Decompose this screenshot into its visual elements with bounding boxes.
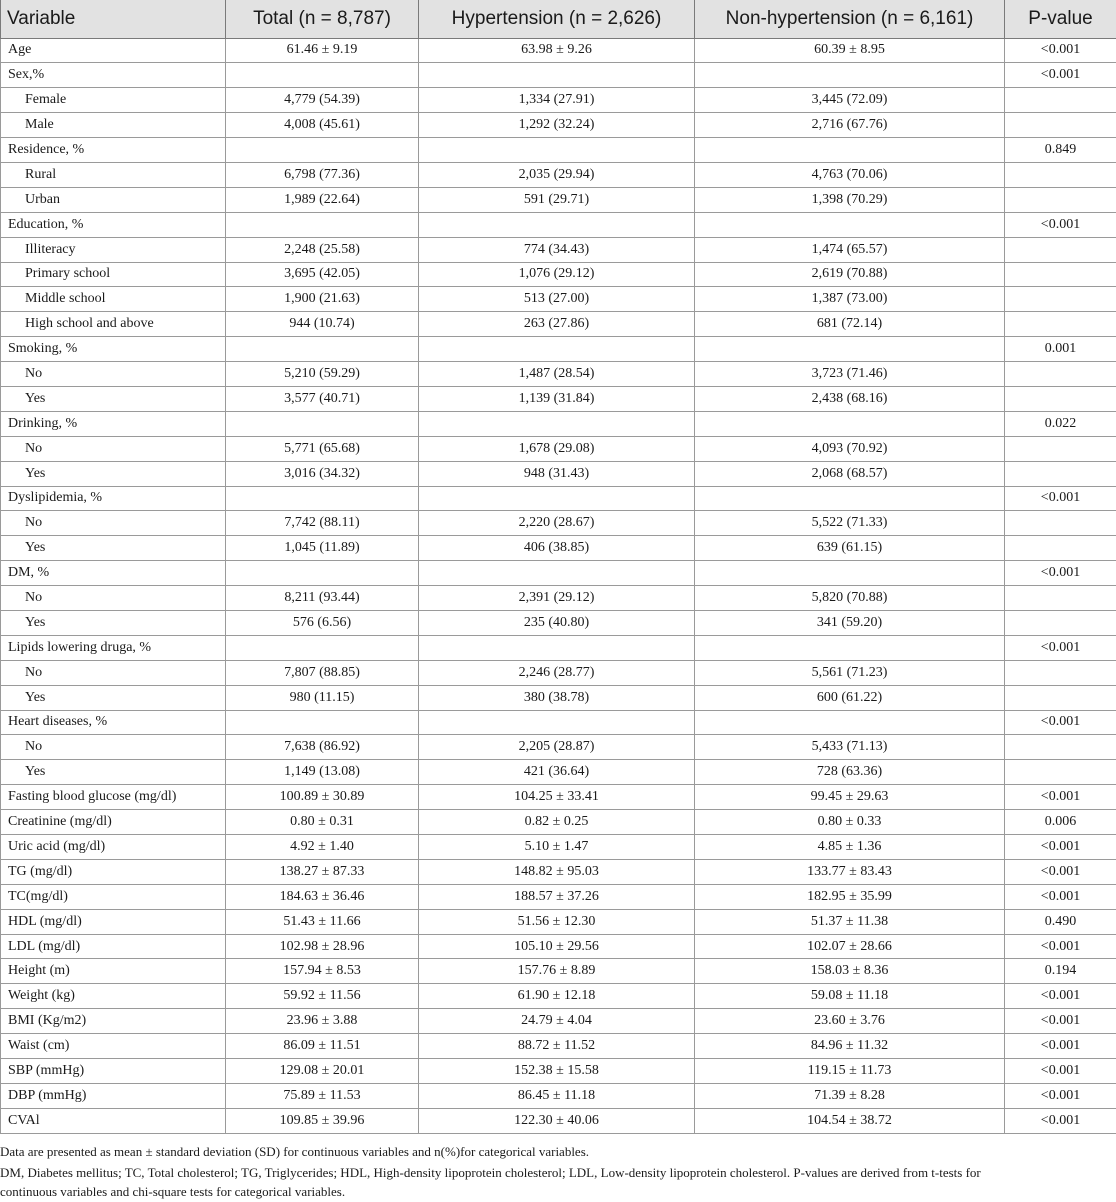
cell-p-value: <0.001 — [1005, 63, 1116, 88]
footnote-2: DM, Diabetes mellitus; TC, Total cholesterol; TG, Triglycerides; HDL, High-density lipoprotein cholesterol; LDL, Low-density lipoprotein cholesterol. P-values are derived from t-tests for — [0, 1165, 981, 1180]
cell-non-hypertension: 3,445 (72.09) — [695, 88, 1005, 113]
cell-p-value: <0.001 — [1005, 710, 1116, 735]
table-row — [1, 63, 1116, 88]
cell-total: 3,577 (40.71) — [226, 386, 419, 411]
row-label: No — [1, 436, 226, 461]
cell-non-hypertension: 600 (61.22) — [695, 685, 1005, 710]
cell-hypertension: 5.10 ± 1.47 — [419, 835, 695, 860]
table-row — [1, 810, 1116, 835]
cell-hypertension: 157.76 ± 8.89 — [419, 959, 695, 984]
cell-p-value — [1005, 760, 1116, 785]
cell-total: 8,211 (93.44) — [226, 586, 419, 611]
cell-p-value — [1005, 113, 1116, 138]
cell-p-value: 0.849 — [1005, 138, 1116, 163]
row-label: Heart diseases, % — [1, 710, 226, 735]
cell-non-hypertension: 1,387 (73.00) — [695, 287, 1005, 312]
table-row — [1, 586, 1116, 611]
cell-total: 6,798 (77.36) — [226, 162, 419, 187]
cell-hypertension: 122.30 ± 40.06 — [419, 1108, 695, 1133]
cell-hypertension — [419, 635, 695, 660]
row-label: HDL (mg/dl) — [1, 909, 226, 934]
cell-total: 3,695 (42.05) — [226, 262, 419, 287]
cell-p-value: 0.490 — [1005, 909, 1116, 934]
row-label: BMI (Kg/m2) — [1, 1009, 226, 1034]
cell-p-value: <0.001 — [1005, 1059, 1116, 1084]
cell-non-hypertension — [695, 710, 1005, 735]
cell-hypertension: 263 (27.86) — [419, 312, 695, 337]
cell-hypertension — [419, 138, 695, 163]
cell-total — [226, 561, 419, 586]
cell-total: 4,779 (54.39) — [226, 88, 419, 113]
cell-non-hypertension: 59.08 ± 11.18 — [695, 984, 1005, 1009]
row-label: Waist (cm) — [1, 1034, 226, 1059]
cell-total — [226, 337, 419, 362]
table-row — [1, 710, 1116, 735]
cell-total — [226, 635, 419, 660]
table-row — [1, 660, 1116, 685]
cell-p-value — [1005, 362, 1116, 387]
cell-p-value — [1005, 187, 1116, 212]
footnote-1: Data are presented as mean ± standard deviation (SD) for continuous variables and n(%)for categorical variables. — [0, 1144, 590, 1159]
cell-p-value — [1005, 586, 1116, 611]
table-row — [1, 38, 1116, 63]
row-label: TG (mg/dl) — [1, 859, 226, 884]
cell-hypertension — [419, 337, 695, 362]
cell-total: 129.08 ± 20.01 — [226, 1059, 419, 1084]
cell-non-hypertension: 1,398 (70.29) — [695, 187, 1005, 212]
cell-hypertension: 2,391 (29.12) — [419, 586, 695, 611]
cell-hypertension: 774 (34.43) — [419, 237, 695, 262]
table-row — [1, 138, 1116, 163]
cell-non-hypertension — [695, 337, 1005, 362]
row-label: Smoking, % — [1, 337, 226, 362]
row-label: Yes — [1, 386, 226, 411]
row-label: High school and above — [1, 312, 226, 337]
cell-p-value: <0.001 — [1005, 984, 1116, 1009]
cell-hypertension: 1,487 (28.54) — [419, 362, 695, 387]
cell-p-value — [1005, 610, 1116, 635]
cell-hypertension: 948 (31.43) — [419, 461, 695, 486]
table-row — [1, 959, 1116, 984]
cell-hypertension: 1,678 (29.08) — [419, 436, 695, 461]
cell-total: 138.27 ± 87.33 — [226, 859, 419, 884]
row-label: TC(mg/dl) — [1, 884, 226, 909]
cell-hypertension: 513 (27.00) — [419, 287, 695, 312]
cell-p-value — [1005, 162, 1116, 187]
table-row — [1, 287, 1116, 312]
cell-non-hypertension: 158.03 ± 8.36 — [695, 959, 1005, 984]
cell-total: 944 (10.74) — [226, 312, 419, 337]
table-row — [1, 162, 1116, 187]
cell-total: 7,638 (86.92) — [226, 735, 419, 760]
cell-total: 4.92 ± 1.40 — [226, 835, 419, 860]
table-row — [1, 635, 1116, 660]
cell-total — [226, 710, 419, 735]
cell-p-value: <0.001 — [1005, 1108, 1116, 1133]
table-row — [1, 212, 1116, 237]
cell-non-hypertension: 2,716 (67.76) — [695, 113, 1005, 138]
cell-p-value: <0.001 — [1005, 1083, 1116, 1108]
cell-hypertension — [419, 710, 695, 735]
table-row — [1, 411, 1116, 436]
cell-non-hypertension: 133.77 ± 83.43 — [695, 859, 1005, 884]
cell-total: 1,149 (13.08) — [226, 760, 419, 785]
cell-non-hypertension: 0.80 ± 0.33 — [695, 810, 1005, 835]
cell-p-value: <0.001 — [1005, 785, 1116, 810]
row-label: Age — [1, 38, 226, 63]
table-row — [1, 610, 1116, 635]
cell-p-value: <0.001 — [1005, 486, 1116, 511]
row-label: No — [1, 660, 226, 685]
cell-total: 75.89 ± 11.53 — [226, 1083, 419, 1108]
cell-p-value: <0.001 — [1005, 835, 1116, 860]
cell-non-hypertension: 60.39 ± 8.95 — [695, 38, 1005, 63]
table-row — [1, 685, 1116, 710]
cell-hypertension: 88.72 ± 11.52 — [419, 1034, 695, 1059]
cell-total — [226, 212, 419, 237]
row-label: Drinking, % — [1, 411, 226, 436]
row-label: Yes — [1, 760, 226, 785]
row-label: Fasting blood glucose (mg/dl) — [1, 785, 226, 810]
cell-p-value — [1005, 237, 1116, 262]
cell-p-value: 0.006 — [1005, 810, 1116, 835]
table-row — [1, 511, 1116, 536]
cell-total: 0.80 ± 0.31 — [226, 810, 419, 835]
cell-p-value — [1005, 660, 1116, 685]
table-row — [1, 760, 1116, 785]
table-row — [1, 785, 1116, 810]
row-label: CVAl — [1, 1108, 226, 1133]
cell-non-hypertension: 5,561 (71.23) — [695, 660, 1005, 685]
cell-p-value — [1005, 536, 1116, 561]
cell-non-hypertension: 119.15 ± 11.73 — [695, 1059, 1005, 1084]
cell-total: 59.92 ± 11.56 — [226, 984, 419, 1009]
cell-hypertension: 1,334 (27.91) — [419, 88, 695, 113]
row-label: DBP (mmHg) — [1, 1083, 226, 1108]
cell-hypertension: 0.82 ± 0.25 — [419, 810, 695, 835]
row-label: Yes — [1, 685, 226, 710]
cell-total: 86.09 ± 11.51 — [226, 1034, 419, 1059]
table-row — [1, 386, 1116, 411]
cell-hypertension: 380 (38.78) — [419, 685, 695, 710]
cell-hypertension: 1,292 (32.24) — [419, 113, 695, 138]
row-label: Dyslipidemia, % — [1, 486, 226, 511]
cell-non-hypertension: 104.54 ± 38.72 — [695, 1108, 1005, 1133]
cell-p-value: <0.001 — [1005, 38, 1116, 63]
cell-total: 576 (6.56) — [226, 610, 419, 635]
cell-total: 51.43 ± 11.66 — [226, 909, 419, 934]
cell-non-hypertension: 2,619 (70.88) — [695, 262, 1005, 287]
table-row — [1, 237, 1116, 262]
cell-hypertension: 2,205 (28.87) — [419, 735, 695, 760]
cell-p-value — [1005, 735, 1116, 760]
row-label: Residence, % — [1, 138, 226, 163]
cell-p-value — [1005, 461, 1116, 486]
cell-non-hypertension: 5,522 (71.33) — [695, 511, 1005, 536]
cell-hypertension: 2,246 (28.77) — [419, 660, 695, 685]
cell-total: 61.46 ± 9.19 — [226, 38, 419, 63]
cell-non-hypertension — [695, 635, 1005, 660]
cell-p-value — [1005, 386, 1116, 411]
cell-p-value — [1005, 511, 1116, 536]
cell-hypertension: 421 (36.64) — [419, 760, 695, 785]
cell-hypertension: 235 (40.80) — [419, 610, 695, 635]
cell-total: 4,008 (45.61) — [226, 113, 419, 138]
row-label: Female — [1, 88, 226, 113]
cell-hypertension — [419, 212, 695, 237]
table-row — [1, 561, 1116, 586]
cell-total: 157.94 ± 8.53 — [226, 959, 419, 984]
cell-non-hypertension: 4.85 ± 1.36 — [695, 835, 1005, 860]
header-hypertension: Hypertension (n = 2,626) — [419, 0, 695, 38]
cell-hypertension — [419, 486, 695, 511]
cell-non-hypertension: 4,763 (70.06) — [695, 162, 1005, 187]
cell-hypertension: 591 (29.71) — [419, 187, 695, 212]
row-label: Primary school — [1, 262, 226, 287]
cell-total: 1,989 (22.64) — [226, 187, 419, 212]
row-label: Yes — [1, 610, 226, 635]
cell-hypertension: 188.57 ± 37.26 — [419, 884, 695, 909]
cell-total: 7,807 (88.85) — [226, 660, 419, 685]
table-row — [1, 835, 1116, 860]
cell-p-value — [1005, 287, 1116, 312]
row-label: No — [1, 735, 226, 760]
table-row — [1, 312, 1116, 337]
cell-p-value — [1005, 312, 1116, 337]
row-label: DM, % — [1, 561, 226, 586]
cell-total: 7,742 (88.11) — [226, 511, 419, 536]
header-variable: Variable — [1, 0, 226, 38]
cell-total: 109.85 ± 39.96 — [226, 1108, 419, 1133]
table-row — [1, 934, 1116, 959]
cell-non-hypertension — [695, 138, 1005, 163]
cell-non-hypertension: 84.96 ± 11.32 — [695, 1034, 1005, 1059]
table-row — [1, 337, 1116, 362]
row-label: SBP (mmHg) — [1, 1059, 226, 1084]
header-p-value: P-value — [1005, 0, 1116, 38]
cell-hypertension: 148.82 ± 95.03 — [419, 859, 695, 884]
cell-non-hypertension: 341 (59.20) — [695, 610, 1005, 635]
cell-total — [226, 138, 419, 163]
cell-p-value: <0.001 — [1005, 1034, 1116, 1059]
cell-non-hypertension — [695, 486, 1005, 511]
cell-p-value: 0.001 — [1005, 337, 1116, 362]
cell-non-hypertension: 71.39 ± 8.28 — [695, 1083, 1005, 1108]
table-row — [1, 735, 1116, 760]
row-label: No — [1, 362, 226, 387]
cell-hypertension: 105.10 ± 29.56 — [419, 934, 695, 959]
cell-p-value: 0.194 — [1005, 959, 1116, 984]
row-label: Illiteracy — [1, 237, 226, 262]
table-row — [1, 113, 1116, 138]
cell-non-hypertension: 728 (63.36) — [695, 760, 1005, 785]
cell-non-hypertension — [695, 561, 1005, 586]
cell-hypertension: 86.45 ± 11.18 — [419, 1083, 695, 1108]
row-label: Yes — [1, 461, 226, 486]
table-row — [1, 884, 1116, 909]
cell-total: 5,771 (65.68) — [226, 436, 419, 461]
cell-hypertension: 1,076 (29.12) — [419, 262, 695, 287]
cell-total: 100.89 ± 30.89 — [226, 785, 419, 810]
table-row — [1, 909, 1116, 934]
table-row — [1, 1034, 1116, 1059]
row-label: Weight (kg) — [1, 984, 226, 1009]
row-label: Yes — [1, 536, 226, 561]
table-row — [1, 362, 1116, 387]
cell-non-hypertension: 102.07 ± 28.66 — [695, 934, 1005, 959]
row-label: Creatinine (mg/dl) — [1, 810, 226, 835]
table-row — [1, 486, 1116, 511]
cell-p-value — [1005, 436, 1116, 461]
table-row — [1, 436, 1116, 461]
cell-total — [226, 486, 419, 511]
cell-hypertension: 2,035 (29.94) — [419, 162, 695, 187]
cell-hypertension: 24.79 ± 4.04 — [419, 1009, 695, 1034]
cell-total: 2,248 (25.58) — [226, 237, 419, 262]
cell-p-value: 0.022 — [1005, 411, 1116, 436]
cell-non-hypertension: 51.37 ± 11.38 — [695, 909, 1005, 934]
row-label: Urban — [1, 187, 226, 212]
cell-hypertension — [419, 411, 695, 436]
row-label: Male — [1, 113, 226, 138]
header-non-hypertension: Non-hypertension (n = 6,161) — [695, 0, 1005, 38]
cell-p-value — [1005, 685, 1116, 710]
cell-p-value: <0.001 — [1005, 212, 1116, 237]
cell-hypertension: 61.90 ± 12.18 — [419, 984, 695, 1009]
row-label: Sex,% — [1, 63, 226, 88]
header-row — [1, 0, 1116, 38]
table-row — [1, 859, 1116, 884]
cell-total: 5,210 (59.29) — [226, 362, 419, 387]
row-label: Middle school — [1, 287, 226, 312]
cell-non-hypertension: 2,068 (68.57) — [695, 461, 1005, 486]
table-header — [1, 0, 1116, 38]
table-row — [1, 461, 1116, 486]
cell-hypertension: 51.56 ± 12.30 — [419, 909, 695, 934]
row-label: Lipids lowering druga, % — [1, 635, 226, 660]
cell-p-value: <0.001 — [1005, 1009, 1116, 1034]
cell-non-hypertension — [695, 411, 1005, 436]
table-row — [1, 187, 1116, 212]
cell-hypertension: 406 (38.85) — [419, 536, 695, 561]
cell-hypertension — [419, 63, 695, 88]
cell-non-hypertension: 99.45 ± 29.63 — [695, 785, 1005, 810]
cell-non-hypertension: 182.95 ± 35.99 — [695, 884, 1005, 909]
cell-p-value — [1005, 262, 1116, 287]
cell-non-hypertension: 5,820 (70.88) — [695, 586, 1005, 611]
table-row — [1, 1059, 1116, 1084]
cell-total: 184.63 ± 36.46 — [226, 884, 419, 909]
cell-non-hypertension: 681 (72.14) — [695, 312, 1005, 337]
row-label: Education, % — [1, 212, 226, 237]
cell-total: 102.98 ± 28.96 — [226, 934, 419, 959]
table-body — [1, 38, 1116, 1133]
row-label: No — [1, 586, 226, 611]
cell-hypertension: 1,139 (31.84) — [419, 386, 695, 411]
table-row — [1, 984, 1116, 1009]
cell-non-hypertension: 23.60 ± 3.76 — [695, 1009, 1005, 1034]
cell-p-value: <0.001 — [1005, 884, 1116, 909]
cell-non-hypertension: 639 (61.15) — [695, 536, 1005, 561]
cell-total: 980 (11.15) — [226, 685, 419, 710]
table-row — [1, 536, 1116, 561]
table-row — [1, 1083, 1116, 1108]
cell-total: 1,900 (21.63) — [226, 287, 419, 312]
row-label: Height (m) — [1, 959, 226, 984]
table-row — [1, 262, 1116, 287]
cell-non-hypertension: 3,723 (71.46) — [695, 362, 1005, 387]
cell-p-value: <0.001 — [1005, 859, 1116, 884]
cell-p-value: <0.001 — [1005, 635, 1116, 660]
cell-total: 1,045 (11.89) — [226, 536, 419, 561]
table-row — [1, 1009, 1116, 1034]
cell-non-hypertension: 1,474 (65.57) — [695, 237, 1005, 262]
table-row — [1, 88, 1116, 113]
cell-hypertension — [419, 561, 695, 586]
header-total: Total (n = 8,787) — [226, 0, 419, 38]
cell-non-hypertension — [695, 212, 1005, 237]
cell-non-hypertension: 5,433 (71.13) — [695, 735, 1005, 760]
cell-non-hypertension: 4,093 (70.92) — [695, 436, 1005, 461]
cell-hypertension: 2,220 (28.67) — [419, 511, 695, 536]
table-row — [1, 1108, 1116, 1133]
cell-p-value: <0.001 — [1005, 934, 1116, 959]
cell-non-hypertension — [695, 63, 1005, 88]
cell-hypertension: 63.98 ± 9.26 — [419, 38, 695, 63]
cell-total — [226, 63, 419, 88]
cell-total — [226, 411, 419, 436]
cell-total: 3,016 (34.32) — [226, 461, 419, 486]
row-label: Rural — [1, 162, 226, 187]
cell-p-value — [1005, 88, 1116, 113]
cell-p-value: <0.001 — [1005, 561, 1116, 586]
row-label: No — [1, 511, 226, 536]
footnote-3: continuous variables and chi-square tests for categorical variables. — [0, 1184, 346, 1199]
row-label: Uric acid (mg/dl) — [1, 835, 226, 860]
row-label: LDL (mg/dl) — [1, 934, 226, 959]
cell-non-hypertension: 2,438 (68.16) — [695, 386, 1005, 411]
cell-hypertension: 104.25 ± 33.41 — [419, 785, 695, 810]
cell-hypertension: 152.38 ± 15.58 — [419, 1059, 695, 1084]
cell-total: 23.96 ± 3.88 — [226, 1009, 419, 1034]
